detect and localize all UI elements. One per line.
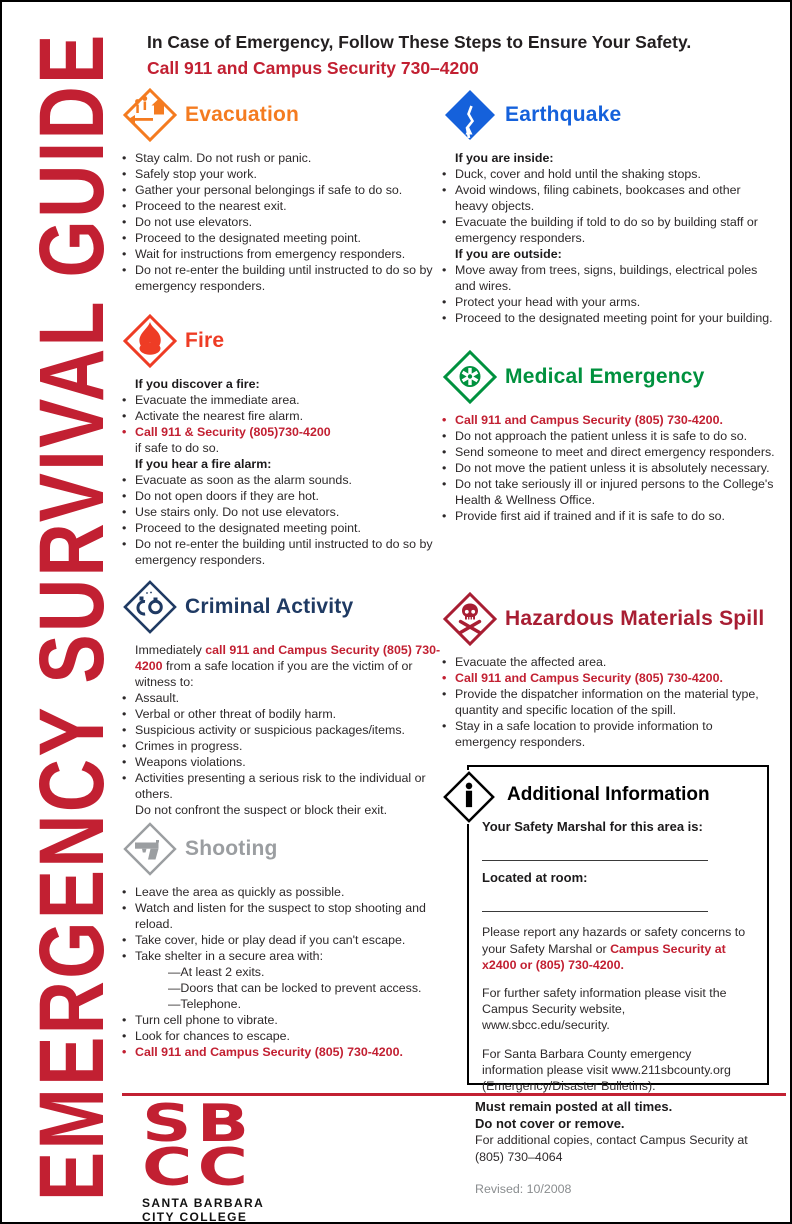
item-text <box>135 376 260 392</box>
item-text <box>135 182 402 198</box>
text-run: Use stairs only. Do not use elevators. <box>135 505 340 519</box>
evacuation-icon <box>122 87 178 143</box>
bullet-dot: • <box>122 167 127 181</box>
emergency-phone-text: Call 911 and Campus Security (805) 730-4200. <box>135 1045 403 1059</box>
header-line1: In Case of Emergency, Follow These Steps to Ensure Your Safety. <box>147 32 692 52</box>
list-item-subhead <box>122 376 446 392</box>
text-run: Provide first aid if trained and if it is safe to do so. <box>455 509 725 523</box>
item-text <box>455 294 640 310</box>
list-item-bullet <box>122 1028 454 1044</box>
item-text <box>455 150 553 166</box>
item-text <box>135 408 303 424</box>
bullet-dot: • <box>442 655 447 669</box>
section-header <box>442 348 776 406</box>
logo-sub-line2: CITY COLLEGE <box>142 1209 248 1224</box>
section-evacuation <box>122 86 446 294</box>
sbcc-logo-subtitle <box>142 1197 282 1224</box>
text-run: If you are outside: <box>455 247 562 261</box>
list-item-bullet <box>442 670 776 686</box>
bullet-dot: • <box>122 723 127 737</box>
list-item-bullet <box>122 722 446 738</box>
bullet-dot: • <box>122 901 127 915</box>
bullet-dot: • <box>122 707 127 721</box>
emergency-phone-text: call 911 and Campus Security (805) 730-4200 <box>135 643 441 673</box>
fire-icon <box>122 313 178 369</box>
item-text <box>135 722 405 738</box>
list-item-subhead <box>442 150 776 166</box>
infobox-title: Additional Information <box>507 784 710 805</box>
text-run: Please report any hazards or safety concerns to your Safety Marshal or <box>482 925 746 956</box>
item-text <box>455 444 775 460</box>
text-run: Proceed to the nearest exit. <box>135 199 287 213</box>
text-run: Turn cell phone to vibrate. <box>135 1013 278 1027</box>
item-text <box>135 166 257 182</box>
text-run: Take cover, hide or play dead if you can't escape. <box>135 933 406 947</box>
bullet-dot: • <box>122 489 127 503</box>
bullet-dot: • <box>122 1045 127 1059</box>
item-text <box>455 182 776 214</box>
text-run: Do not re-enter the building until instructed to do so by emergency responders. <box>135 263 433 293</box>
item-text <box>135 520 361 536</box>
item-text <box>135 1044 403 1060</box>
list-item-dash <box>122 996 454 1012</box>
list-item-bullet <box>442 428 776 444</box>
evacuation-list <box>122 150 446 294</box>
list-item-bullet <box>122 230 446 246</box>
item-text <box>455 508 725 524</box>
text-run: Safely stop your work. <box>135 167 257 181</box>
list-item-bullet <box>122 932 454 948</box>
bullet-dot: • <box>122 1029 127 1043</box>
list-item-bullet <box>122 754 446 770</box>
item-text <box>135 1028 290 1044</box>
bullet-dot: • <box>442 183 447 197</box>
list-item-bullet <box>442 460 776 476</box>
list-item-bullet <box>122 1012 454 1028</box>
hazmat-icon <box>442 591 498 647</box>
text-run: Send someone to meet and direct emergency responders. <box>455 445 775 459</box>
text-run: Protect your head with your arms. <box>455 295 641 309</box>
logo-sub-line1: SANTA BARBARA <box>142 1196 265 1210</box>
bullet-dot: • <box>442 445 447 459</box>
item-text <box>455 246 562 262</box>
bullet-dot: • <box>122 505 127 519</box>
text-run: Weapons violations. <box>135 755 246 769</box>
shooting-list <box>122 884 454 1060</box>
text-run: Stay in a safe location to provide information to emergency responders. <box>455 719 713 749</box>
list-item-dash <box>122 964 454 980</box>
list-item-bullet <box>122 246 446 262</box>
emergency-phone-text: Call 911 & Security (805)730-4200 <box>135 425 331 439</box>
section-header <box>122 86 446 144</box>
list-item-bullet <box>122 738 446 754</box>
footer-notice <box>475 1098 775 1198</box>
text-run: Do not approach the patient unless it is safe to do so. <box>455 429 748 443</box>
section-title: Earthquake <box>505 103 622 126</box>
section-shooting <box>122 820 454 1060</box>
item-text <box>455 654 606 670</box>
emergency-phone-text: Call 911 and Campus Security (805) 730-4200. <box>455 671 723 685</box>
bullet-dot: • <box>442 719 447 733</box>
list-item-bullet <box>122 900 454 932</box>
item-text <box>455 166 701 182</box>
bullet-dot: • <box>442 477 447 491</box>
bullet-dot: • <box>442 687 447 701</box>
item-text <box>135 456 271 472</box>
list-item-bullet <box>442 476 776 508</box>
item-text <box>455 310 773 326</box>
text-run: Evacuate the affected area. <box>455 655 607 669</box>
item-text <box>135 424 331 456</box>
text-run: Activities presenting a serious risk to the individual or others. <box>135 771 426 801</box>
criminal-activity-icon <box>122 579 178 635</box>
bullet-dot: • <box>122 151 127 165</box>
text-run: Evacuate the immediate area. <box>135 393 300 407</box>
earthquake-list <box>442 150 776 326</box>
text-run: Do not use elevators. <box>135 215 253 229</box>
item-text <box>135 150 311 166</box>
text-run: Provide the dispatcher information on the material type, quantity and specific location of the spill. <box>455 687 759 717</box>
item-text <box>135 884 344 900</box>
text-run: —At least 2 exits. <box>168 965 265 979</box>
list-item-bullet <box>442 718 776 750</box>
additional-information-box <box>467 765 769 1094</box>
bullet-dot: • <box>442 429 447 443</box>
section-medical-emergency <box>442 348 776 524</box>
text-run: Avoid windows, filing cabinets, bookcases and other heavy objects. <box>455 183 741 213</box>
item-text <box>135 472 352 488</box>
medical-emergency-icon <box>442 349 498 405</box>
list-item-bullet <box>442 166 776 182</box>
item-text <box>135 504 339 520</box>
bullet-dot: • <box>442 295 447 309</box>
list-item-bullet <box>122 472 446 488</box>
logo-cc: CC <box>142 1138 254 1198</box>
section-header <box>442 86 776 144</box>
item-text <box>455 262 776 294</box>
bullet-dot: • <box>442 671 447 685</box>
safety-marshal-label: Your Safety Marshal for this area is: <box>482 819 703 834</box>
item-text <box>455 412 723 428</box>
item-text <box>168 964 264 980</box>
must-remain-posted-text: Must remain posted at all times. <box>475 1099 673 1114</box>
item-text <box>135 536 446 568</box>
item-text <box>135 214 252 230</box>
text-run: Do not confront the suspect or block their exit. <box>135 803 388 817</box>
list-item-dash <box>122 980 454 996</box>
list-item-bullet <box>122 1044 454 1060</box>
text-run: If you discover a fire: <box>135 377 260 391</box>
section-header <box>122 578 446 636</box>
list-item-bullet <box>122 520 446 536</box>
bullet-dot: • <box>122 473 127 487</box>
safety-marshal-blank-line <box>482 860 708 861</box>
item-text <box>455 428 747 444</box>
additional-copies-text: For additional copies, contact Campus Security at (805) 730–4064 <box>475 1133 748 1164</box>
further-info-text: For further safety information please visit the Campus Security website, www.sbcc.edu/security. <box>482 986 727 1033</box>
text-run: Take shelter in a secure area with: <box>135 949 324 963</box>
item-text <box>135 392 300 408</box>
bullet-dot: • <box>442 509 447 523</box>
earthquake-icon <box>442 87 498 143</box>
item-text <box>168 980 421 996</box>
bullet-dot: • <box>442 215 447 229</box>
list-item-bullet <box>442 182 776 214</box>
bullet-dot: • <box>122 537 127 551</box>
item-text <box>135 262 446 294</box>
list-item-subhead <box>442 246 776 262</box>
section-hazardous-materials <box>442 590 776 750</box>
text-run: If you hear a fire alarm: <box>135 457 272 471</box>
item-text <box>135 690 179 706</box>
list-item-bullet <box>442 214 776 246</box>
bullet-dot: • <box>122 771 127 785</box>
item-text <box>135 754 246 770</box>
emergency-phone-text: Campus Security at x2400 or (805) 730-4200. <box>482 941 726 972</box>
list-item-subhead <box>122 456 446 472</box>
bullet-dot: • <box>122 263 127 277</box>
list-item-bullet <box>442 310 776 326</box>
item-text <box>135 770 446 802</box>
text-run: Proceed to the designated meeting point for your building. <box>455 311 773 325</box>
text-run: —Telephone. <box>168 997 242 1011</box>
section-header <box>442 590 776 648</box>
header-line2: Call 911 and Campus Security 730–4200 <box>147 58 479 78</box>
text-run: Verbal or other threat of bodily harm. <box>135 707 337 721</box>
item-text <box>135 246 405 262</box>
list-item-bullet <box>122 182 446 198</box>
list-item-bullet <box>442 262 776 294</box>
text-run: Suspicious activity or suspicious packages/items. <box>135 723 405 737</box>
item-text <box>135 230 361 246</box>
bullet-dot: • <box>122 199 127 213</box>
item-text <box>455 476 776 508</box>
do-not-cover-text: Do not cover or remove. <box>475 1116 625 1131</box>
bullet-dot: • <box>442 413 447 427</box>
text-run: if safe to do so. <box>135 441 220 455</box>
text-run: Evacuate the building if told to do so by building staff or emergency responders. <box>455 215 758 245</box>
list-item-bullet <box>122 198 446 214</box>
list-item-bullet <box>122 504 446 520</box>
text-run: Do not re-enter the building until instructed to do so by emergency responders. <box>135 537 433 567</box>
sbcc-logo <box>142 1094 282 1224</box>
bullet-dot: • <box>442 461 447 475</box>
item-text <box>455 718 776 750</box>
list-item-bullet <box>122 408 446 424</box>
list-item-bullet <box>122 262 446 294</box>
text-run: Do not take seriously ill or injured persons to the College's Health & Wellness Office. <box>455 477 774 507</box>
bullet-dot: • <box>122 933 127 947</box>
text-run: Crimes in progress. <box>135 739 243 753</box>
info-icon <box>442 770 496 824</box>
list-item-bullet <box>442 294 776 310</box>
emergency-phone-text: Call 911 and Campus Security (805) 730-4200. <box>455 413 723 427</box>
section-earthquake <box>442 86 776 326</box>
item-text <box>455 686 776 718</box>
list-item-bullet <box>442 412 776 428</box>
room-label: Located at room: <box>482 870 588 886</box>
list-item-text <box>122 802 446 818</box>
list-item-text <box>122 642 446 690</box>
item-text <box>135 198 287 214</box>
hazmat-list <box>442 654 776 750</box>
list-item-bullet <box>122 948 454 964</box>
section-criminal-activity <box>122 578 446 818</box>
bullet-dot: • <box>122 521 127 535</box>
room-blank-line <box>482 911 708 912</box>
bullet-dot: • <box>442 263 447 277</box>
item-text <box>135 706 336 722</box>
bullet-dot: • <box>122 215 127 229</box>
bullet-dot: • <box>442 167 447 181</box>
text-run: Leave the area as quickly as possible. <box>135 885 345 899</box>
sbcc-logo-letters <box>142 1094 255 1198</box>
revised-date: Revised: 10/2008 <box>475 1182 572 1196</box>
text-run: Wait for instructions from emergency responders. <box>135 247 406 261</box>
bullet-dot: • <box>122 691 127 705</box>
text-run: Move away from trees, signs, buildings, electrical poles and wires. <box>455 263 758 293</box>
list-item-bullet <box>442 686 776 718</box>
item-text <box>135 738 242 754</box>
item-text <box>455 214 776 246</box>
bullet-dot: • <box>122 409 127 423</box>
header <box>147 32 787 79</box>
text-run: Do not move the patient unless it is absolutely necessary. <box>455 461 770 475</box>
list-item-bullet <box>122 214 446 230</box>
list-item-bullet <box>442 508 776 524</box>
section-title: Shooting <box>185 837 278 860</box>
item-text <box>168 996 241 1012</box>
infobox-body <box>482 819 756 1094</box>
list-item-bullet <box>442 654 776 670</box>
criminal-activity-list <box>122 642 446 818</box>
bullet-dot: • <box>122 247 127 261</box>
section-header <box>122 820 454 878</box>
item-text <box>455 670 723 686</box>
logo-sb: SB <box>142 1094 255 1154</box>
item-text <box>135 932 405 948</box>
text-run: Duck, cover and hold until the shaking stops. <box>455 167 701 181</box>
item-text <box>135 1012 278 1028</box>
item-text <box>135 642 446 690</box>
text-run: Evacuate as soon as the alarm sounds. <box>135 473 352 487</box>
text-run: Immediately <box>135 643 206 657</box>
text-run: Watch and listen for the suspect to stop shooting and reload. <box>135 901 426 931</box>
fire-list <box>122 376 446 568</box>
list-item-bullet <box>122 392 446 408</box>
item-text <box>135 802 387 818</box>
section-title: Fire <box>185 329 225 352</box>
bullet-dot: • <box>122 183 127 197</box>
bullet-dot: • <box>122 755 127 769</box>
text-run: Proceed to the designated meeting point. <box>135 231 361 245</box>
text-run: —Doors that can be locked to prevent access. <box>168 981 422 995</box>
item-text <box>135 900 454 932</box>
list-item-bullet <box>122 770 446 802</box>
bullet-dot: • <box>122 1013 127 1027</box>
list-item-bullet <box>122 690 446 706</box>
section-title: Medical Emergency <box>505 365 705 388</box>
section-title: Criminal Activity <box>185 595 354 618</box>
medical-emergency-list <box>442 412 776 524</box>
list-item-bullet <box>122 884 454 900</box>
text-run: Assault. <box>135 691 180 705</box>
section-title: Hazardous Materials Spill <box>505 607 765 630</box>
item-text <box>455 460 770 476</box>
section-title: Evacuation <box>185 103 300 126</box>
text-run: If you are inside: <box>455 151 554 165</box>
list-item-bullet <box>442 444 776 460</box>
item-text <box>135 488 319 504</box>
bullet-dot: • <box>442 311 447 325</box>
list-item-bullet <box>122 488 446 504</box>
section-fire <box>122 312 446 568</box>
text-run: Activate the nearest fire alarm. <box>135 409 304 423</box>
vertical-banner-title: EMERGENCY SURVIVAL GUIDE <box>20 32 123 1202</box>
bullet-dot: • <box>122 231 127 245</box>
bullet-dot: • <box>122 885 127 899</box>
bullet-dot: • <box>122 739 127 753</box>
report-hazards-text <box>482 924 756 973</box>
text-run: Stay calm. Do not rush or panic. <box>135 151 312 165</box>
county-info-text: For Santa Barbara County emergency information please visit www.211sbcounty.org (Emergency/Disaster Bulletins). <box>482 1046 731 1094</box>
text-run: Do not open doors if they are hot. <box>135 489 319 503</box>
list-item-bullet <box>122 706 446 722</box>
list-item-bullet <box>122 166 446 182</box>
list-item-bullet <box>122 536 446 568</box>
list-item-bullet <box>122 424 446 456</box>
shooting-icon <box>122 821 178 877</box>
section-header <box>122 312 446 370</box>
text-run: from a safe location if you are the victim of or witness to: <box>135 659 413 689</box>
item-text <box>135 948 323 964</box>
bullet-dot: • <box>122 425 127 439</box>
text-run: Proceed to the designated meeting point. <box>135 521 361 535</box>
text-run: Gather your personal belongings if safe to do so. <box>135 183 403 197</box>
text-run: Look for chances to escape. <box>135 1029 290 1043</box>
list-item-bullet <box>122 150 446 166</box>
bullet-dot: • <box>122 393 127 407</box>
bullet-dot: • <box>122 949 127 963</box>
